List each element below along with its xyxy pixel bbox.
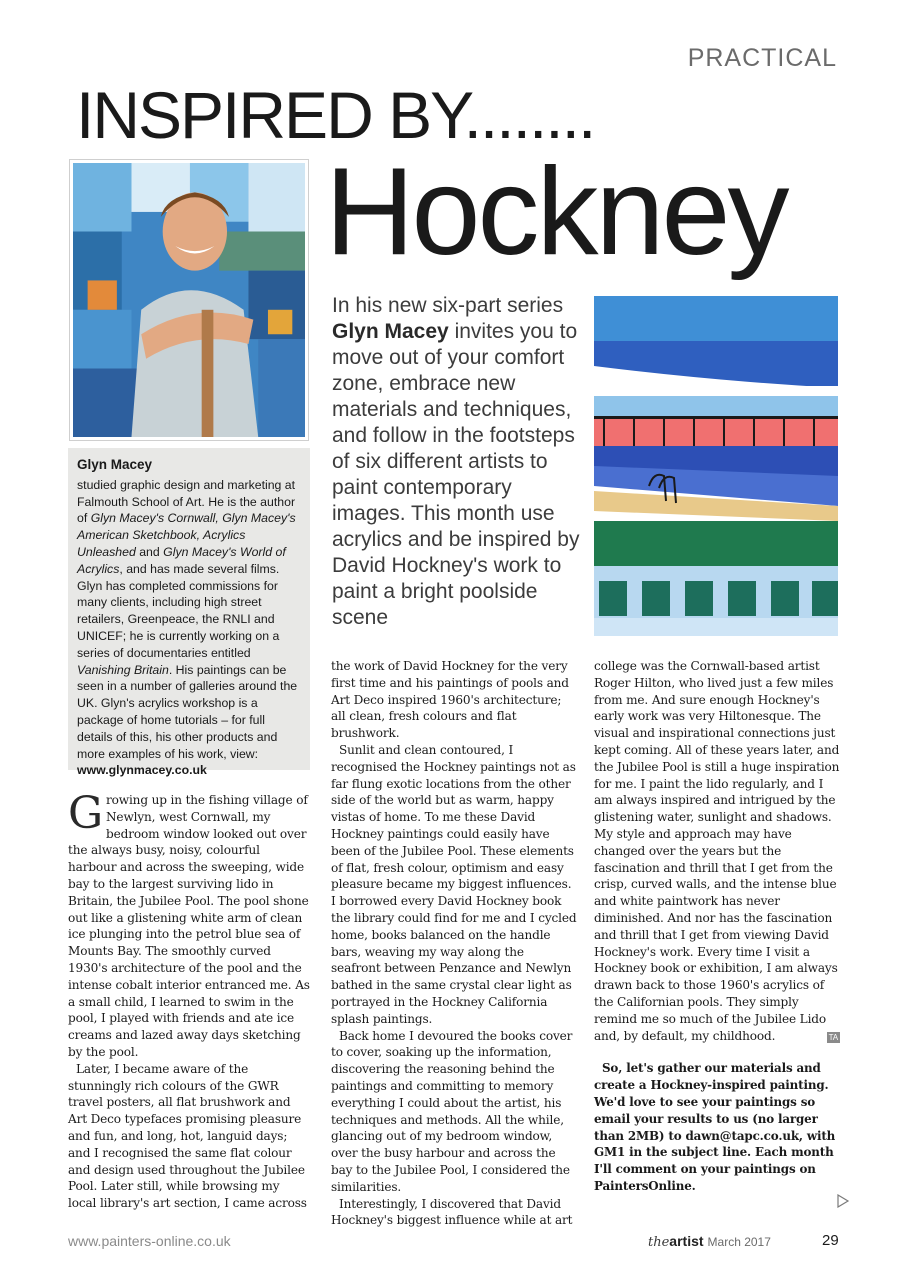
call-to-action: So, let's gather our materials and create a Hockney-inspired painting. We'd love to see your paintings so email your results to us (no larger than 2MB) to dawn@tapc.co.uk, with GM1 in the subject line. Each month I'll comment on your paintings on PaintersOnline. [594, 1061, 836, 1193]
paragraph: Interestingly, I discovered that David Hockney's biggest influence while at art [331, 1196, 573, 1228]
bio-text-a: studied graphic design and marketing at Falmouth School of Art. He is the author of [77, 477, 296, 526]
bio-website-link[interactable]: www.glynmacey.co.uk [77, 763, 207, 778]
bio-name: Glyn Macey [77, 457, 153, 472]
bio-text [77, 477, 301, 763]
standfirst-author: Glyn Macey [332, 320, 449, 343]
standfirst [332, 293, 580, 631]
bio-book-titles: Glyn Macey's Cornwall, Glyn Macey's American Sketchbook, Acrylics Unleashed [77, 511, 296, 559]
issue-date: March 2017 [707, 1235, 771, 1249]
magazine-logo-artist: artist [669, 1233, 704, 1249]
author-bio-box [68, 448, 310, 778]
title-hockney: Hockney [325, 143, 787, 281]
poolside-painting [594, 296, 838, 636]
paragraph-text: rowing up in the fishing village of Newlyn, west Cornwall, my bedroom window looked out over the always busy, noisy, colourful harbour and across the sweeping, wide bay to the largest surviving lido in Britain, the Jubilee Pool. The pool shone out like a glistening white arm of clean ice plunging into the petrol blue sea of Mounts Bay. The smoothly curved 1930's architecture of the pool and the intense cobalt interior entranced me. As a small child, I learned to swim in the pool, I played with friends and ate ice creams and lazed away days sketching by the pool. [68, 793, 310, 1059]
drop-cap: G [68, 788, 103, 839]
magazine-logo-the: the [648, 1235, 670, 1250]
paragraph: Later, I became aware of the stunningly rich colours of the GWR travel posters, all flat brushwork and Art Deco typefaces promising pleasure and fun, and long, hot, languid days; and I recognised the same flat colour and design used throughout the Jubilee Pool. Later still, while browsing my local library's art section, I came across [68, 1061, 307, 1211]
footer-magazine [648, 1233, 771, 1250]
bio-text-c: , and has made several films. Glyn has completed commissions for many clients, including high street retailers, Greenpeace, the RNLI and UNICEF; he is currently working on a series of documentaries entitled [77, 561, 280, 660]
bio-book-title: Glyn Macey's World of Acrylics [77, 544, 286, 576]
paragraph [68, 788, 311, 1061]
standfirst-rest: invites you to move out of your comfort zone, embrace new materials and techniques, and follow in the footsteps of six different artists to paint contemporary images. This month use acrylics and be inspired by David Hockney's work to paint a bright poolside scene [332, 320, 580, 629]
paragraph [594, 658, 840, 1044]
body-column-1 [68, 788, 311, 1212]
section-label: PRACTICAL [687, 44, 837, 72]
bio-text-d: . His paintings can be seen in a number of galleries around the UK. Glyn's acrylics workshop is a package of home tutorials – for full details of this, his other products and more examples of his work, view: [77, 662, 298, 761]
body-column-2 [331, 658, 577, 1229]
paragraph-text: college was the Cornwall-based artist Roger Hilton, who lived just a few miles from me. And sure enough Hockney's early work was very Hiltonesque. The visual and inspirational connections just kept coming. All of these years later, and the Jubilee Pool is still a huge inspiration for me. I paint the lido regularly, and I am always inspired and intrigued by the glistening water, sunlight and shadows. My style and approach may have changed over the years but the fascination and thrill that I get from the crisp, curved walls, and the intense blue and white paintwork has never diminished. And nor has the fascination and thrill that I get from viewing David Hockney's work. Every time I visit a Hockney book or exhibition, I am always drawn back to those 1960's acrylics of the Californian pools. They simply remind me so much of the Jubilee Lido and, by default, my childhood. [594, 659, 840, 1043]
title-inspired-by: INSPIRED BY........ [76, 78, 595, 152]
page-number: 29 [822, 1232, 839, 1249]
next-page-arrow-icon[interactable] [836, 1194, 850, 1208]
footer-website[interactable]: www.painters-online.co.uk [68, 1233, 231, 1249]
paragraph: Back home I devoured the books cover to cover, soaking up the information, discovering the reasoning behind the paintings and committing to memory everything I could about the artist, his techniques and methods. All the while, glancing out of my bedroom window, over the busy harbour and across the bay to the Jubilee Pool, I considered the similarities. [331, 1028, 573, 1194]
end-of-article-badge: TA [828, 1032, 838, 1042]
bio-series-title: Vanishing Britain [77, 662, 169, 677]
artist-portrait-photo [70, 160, 308, 440]
paragraph: the work of David Hockney for the very first time and his paintings of pools and Art Deco inspired 1960's architecture; all clean, fresh colours and flat brushwork. [331, 659, 569, 741]
body-column-3 [594, 658, 840, 1195]
bio-text-b: and [135, 544, 164, 559]
standfirst-intro: In his new six-part series [332, 294, 564, 317]
paragraph: Sunlit and clean contoured, I recognised the Hockney paintings not as far flung exotic locations from the other side of the world but as warm, happy vistas of home. To me these David Hockney paintings could easily have been of the Jubilee Pool. These elements of flat, fresh colour, optimism and easy pleasure became my biggest influences. I borrowed every David Hockney book the library could find for me and I cycled home, books balanced on the handle bars, weaving my way along the seafront between Penzance and Newlyn bathed in the same crystal clear light as portrayed in the Hockney California splash paintings. [331, 742, 577, 1026]
